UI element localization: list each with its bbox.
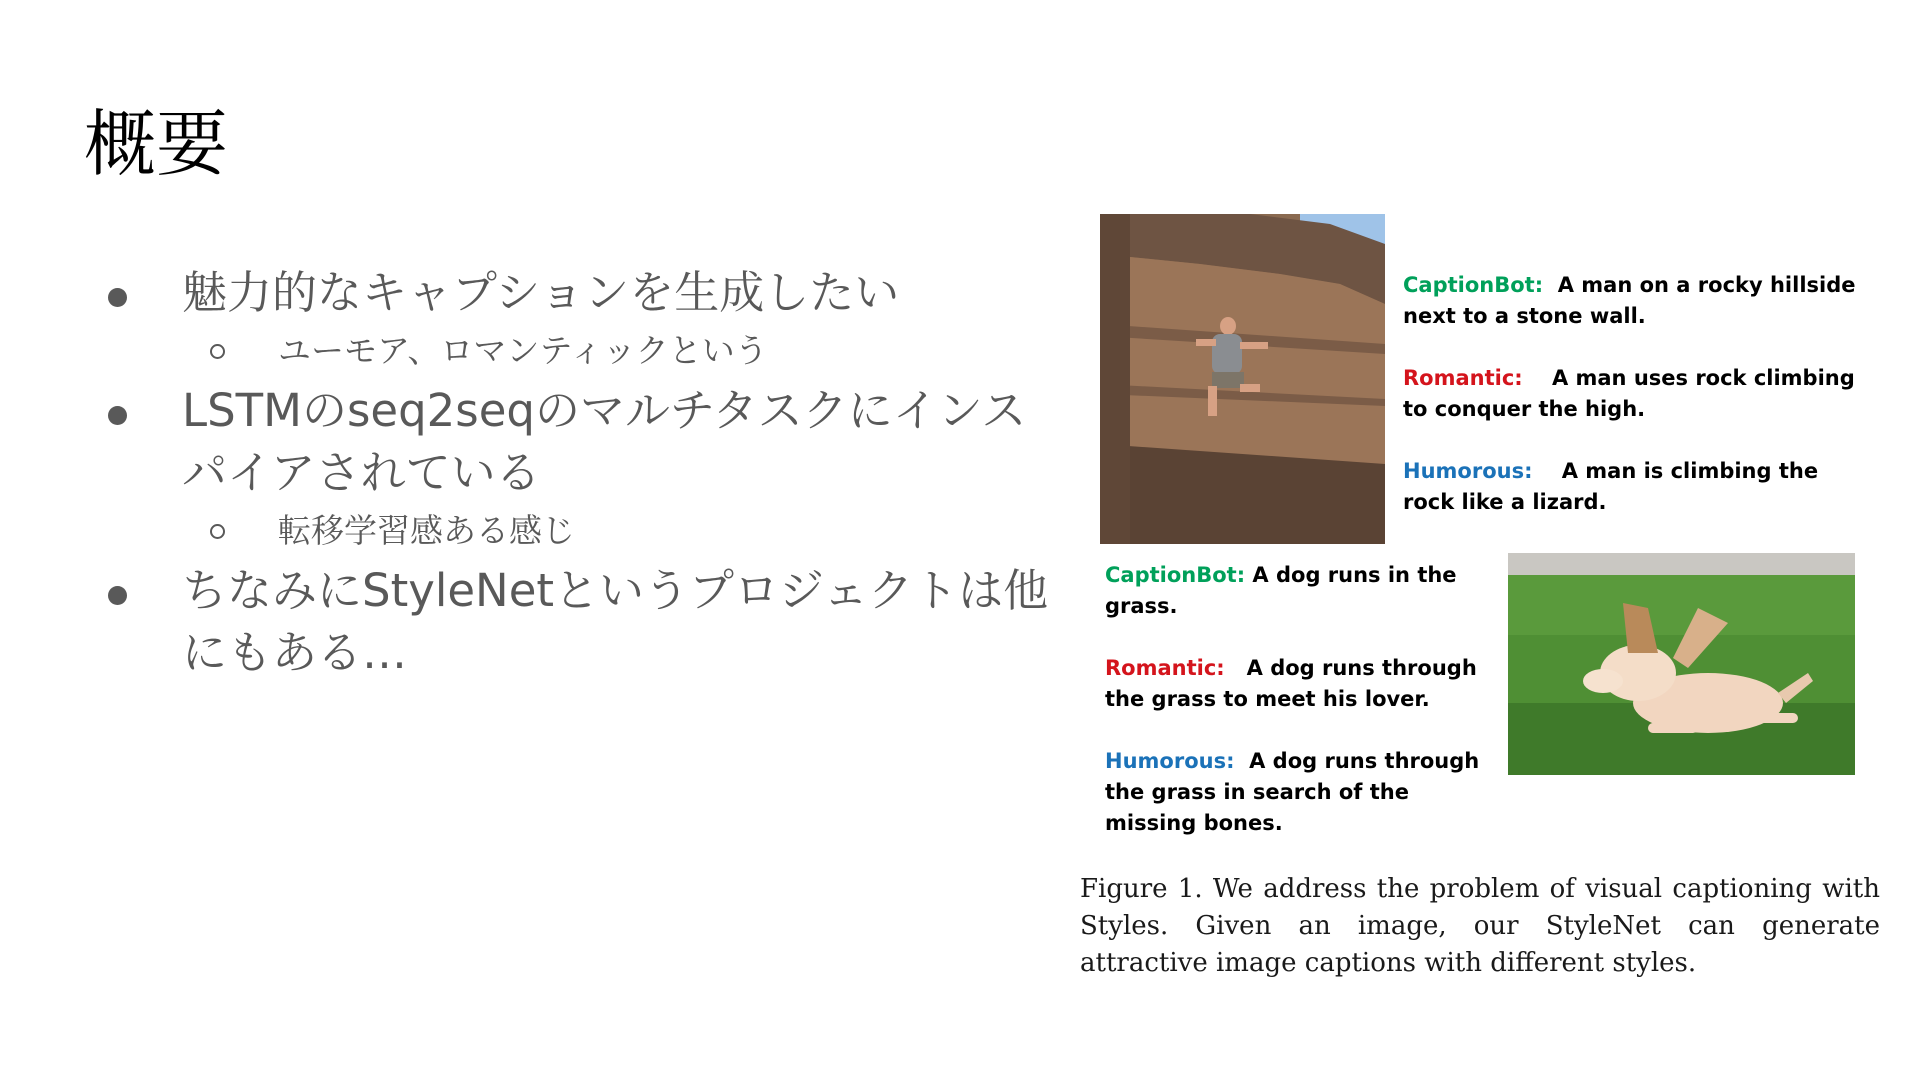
sub-bullet-text: 転移学習感ある感じ: [278, 511, 575, 550]
sub-bullet-ring-icon: [210, 344, 225, 359]
humorous-label: Humorous:: [1105, 749, 1235, 773]
humorous-text: A dog runs through the grass in search of the missing bones.: [1105, 749, 1480, 835]
rock-climber-photo: [1100, 214, 1385, 544]
humorous-text: A man is climbing the rock like a lizard.: [1403, 459, 1819, 514]
romantic-label: Romantic:: [1105, 656, 1225, 680]
captionbot-text: A dog runs in the grass.: [1105, 563, 1457, 618]
sub-bullet-item: [100, 326, 1060, 376]
climber-captions: [1403, 270, 1873, 518]
bullet-text: LSTMのseq2seqのマルチタスクにインスパイアされている: [182, 384, 1027, 499]
figure-caption: Figure 1. We address the problem of visual captioning with Styles. Given an image, our StyleNet can generate attractive image captions with different styles.: [1080, 874, 1880, 978]
bullet-text: ちなみにStyleNetというプロジェクトは他にもある…: [182, 564, 1049, 679]
stylenet-figure: [1100, 210, 1880, 835]
captionbot-label: CaptionBot:: [1105, 563, 1246, 587]
captionbot-label: CaptionBot:: [1403, 273, 1544, 297]
bullet-dot-icon: [108, 586, 127, 605]
bullet-dot-icon: [108, 288, 127, 307]
dog-captions: [1105, 560, 1500, 839]
sub-bullet-ring-icon: [210, 524, 225, 539]
romantic-text: A man uses rock climbing to conquer the high.: [1403, 366, 1855, 421]
sub-bullet-item: [100, 506, 1060, 556]
running-dog-photo: [1508, 553, 1855, 775]
bullet-item: [100, 262, 1060, 324]
bullet-dot-icon: [108, 406, 127, 425]
slide-title: 概要: [84, 102, 229, 186]
bullet-list: [100, 262, 1060, 686]
bullet-item: [100, 380, 1060, 504]
bullet-item: [100, 560, 1060, 684]
bullet-text: 魅力的なキャプションを生成したい: [182, 266, 900, 319]
romantic-text: A dog runs through the grass to meet his lover.: [1105, 656, 1477, 711]
captionbot-text: A man on a rocky hillside next to a stone wall.: [1403, 273, 1856, 328]
sub-bullet-text: ユーモア、ロマンティックという: [278, 331, 768, 370]
romantic-label: Romantic:: [1403, 366, 1523, 390]
humorous-label: Humorous:: [1403, 459, 1533, 483]
